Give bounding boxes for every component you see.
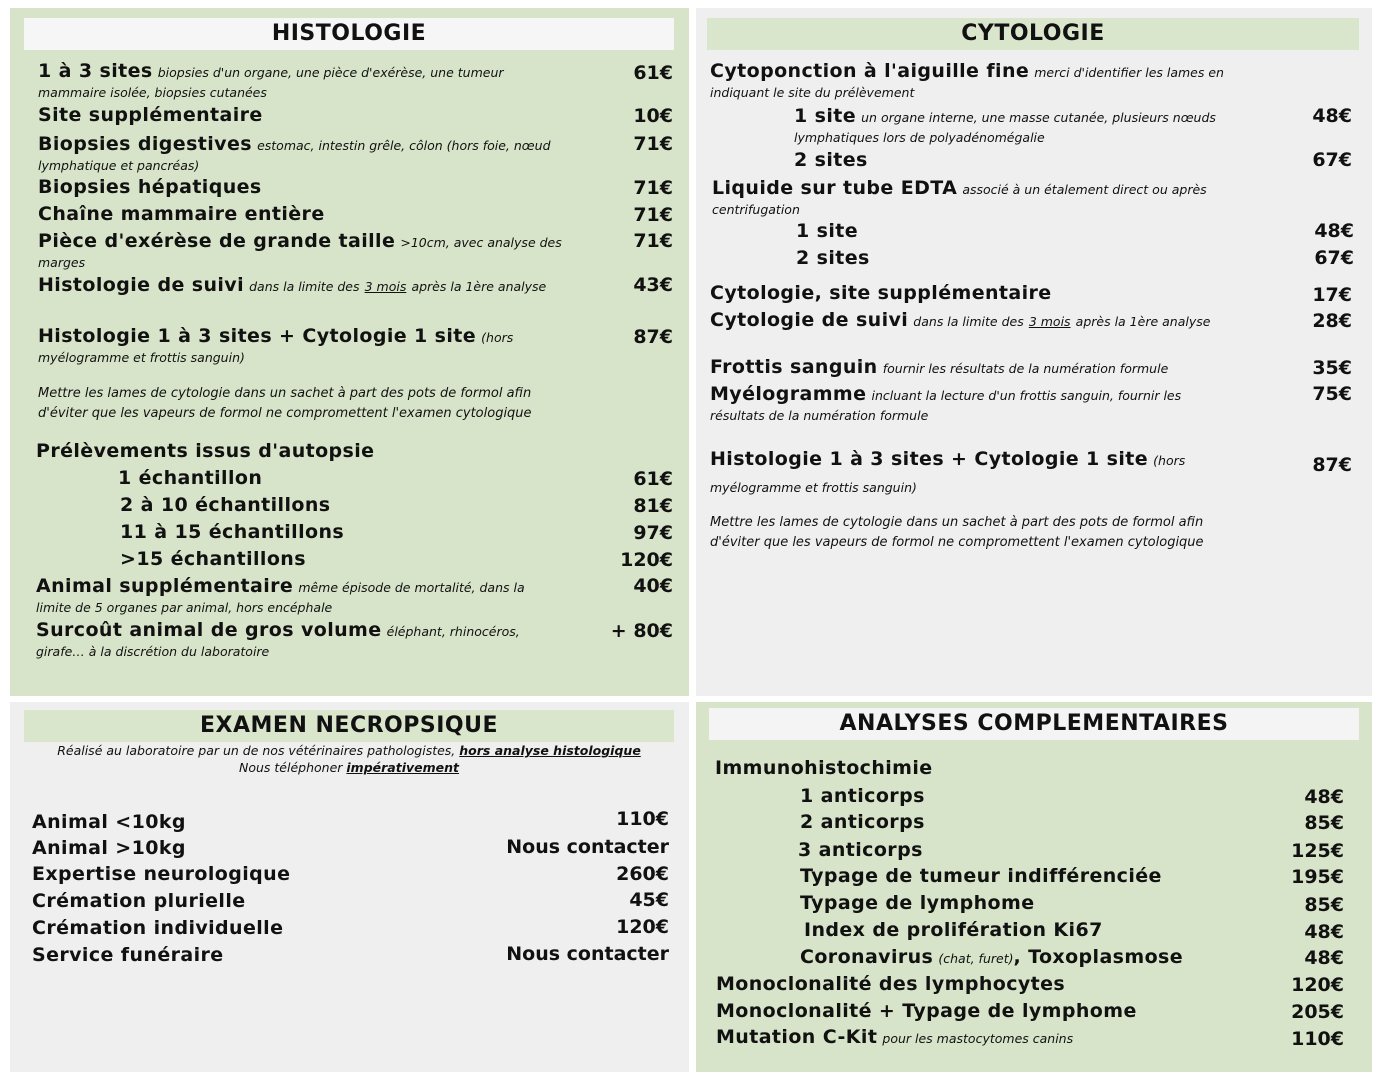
necropsie-title: EXAMEN NECROPSIQUE (24, 710, 674, 742)
anal-price-ki67: 48€ (1304, 921, 1344, 943)
cyto-row-site-sup: Cytologie, site supplémentaire (710, 282, 1052, 304)
histo-row-site-sup: Site supplémentaire (38, 104, 263, 126)
cyto-row-frottis: Frottis sanguin fournir les résultats de la numération formule (710, 356, 1169, 378)
histo-price-chaine-mammaire: 71€ (633, 204, 673, 226)
histo-row-gros-volume: Surcoût animal de gros volume éléphant, rhinocéros, girafe… à la discrétion du laboratoire (36, 619, 520, 659)
histo-row-autopsie-2: 2 à 10 échantillons (120, 494, 331, 516)
anal-row-monoclonalite-typage: Monoclonalité + Typage de lymphome (716, 1000, 1137, 1022)
histologie-panel (10, 8, 689, 696)
histo-row-autopsie-1: 1 échantillon (118, 467, 263, 489)
histo-price-biopsies-digestives: 71€ (633, 133, 673, 155)
analyses-panel (696, 702, 1372, 1072)
anal-row-monoclonalite: Monoclonalité des lymphocytes (716, 973, 1066, 995)
cyto-row-liquide-edta: Liquide sur tube EDTA associé à un étalement direct ou après centrifugation (712, 177, 1207, 217)
histo-row-1-3-sites: 1 à 3 sites biopsies d'un organe, une pièce d'exérèse, une tumeur mammaire isolée, biopsies cutanées (38, 60, 504, 100)
necro-price-animal-lt10: 110€ (616, 808, 669, 830)
histo-row-autopsie-3: 11 à 15 échantillons (120, 521, 345, 543)
histo-price-histo-cyto-combo: 87€ (633, 326, 673, 348)
necro-price-cremation-individuelle: 120€ (616, 916, 669, 938)
cyto-row-cytoponction: Cytoponction à l'aiguille fine merci d'identifier les lames en indiquant le site du prélèvement (710, 60, 1224, 100)
cyto-row-cytologie-suivi: Cytologie de suivi dans la limite des 3 mois après la 1ère analyse (710, 309, 1211, 331)
cytologie-panel (696, 8, 1372, 696)
cyto-row-edta-1site: 1 site (796, 220, 859, 242)
histo-row-animal-sup: Animal supplémentaire même épisode de mortalité, dans la limite de 5 organes par animal, hors encéphale (36, 575, 525, 615)
histo-price-autopsie-3: 97€ (633, 522, 673, 544)
anal-price-typage-lymphome: 85€ (1304, 894, 1344, 916)
necro-price-cremation-plurielle: 45€ (629, 889, 669, 911)
cyto-row-myelogramme: Myélogramme incluant la lecture d'un frottis sanguin, fournir les résultats de la numération formule (710, 383, 1182, 423)
anal-row-ki67: Index de prolifération Ki67 (804, 919, 1103, 941)
histo-row-piece-exerese: Pièce d'exérèse de grande taille >10cm, avec analyse des marges (38, 230, 562, 270)
cyto-price-site-sup: 17€ (1312, 284, 1352, 306)
anal-price-2-anticorps: 85€ (1304, 812, 1344, 834)
cyto-price-edta-2sites: 67€ (1314, 247, 1354, 269)
anal-row-coronavirus: Coronavirus (chat, furet), Toxoplasmose (800, 946, 1184, 968)
cyto-price-histo-cyto-combo: 87€ (1312, 454, 1352, 476)
necro-row-expertise-neuro: Expertise neurologique (32, 863, 291, 885)
anal-price-ckit: 110€ (1291, 1028, 1344, 1050)
cyto-row-histo-cyto-combo: Histologie 1 à 3 sites + Cytologie 1 site (hors myélogramme et frottis sanguin) (710, 448, 1186, 495)
histo-price-autopsie-4: 120€ (620, 549, 673, 571)
cyto-price-cytoponction-2sites: 67€ (1312, 149, 1352, 171)
analyses-title: ANALYSES COMPLEMENTAIRES (709, 708, 1359, 740)
necro-row-cremation-plurielle: Crémation plurielle (32, 890, 246, 912)
anal-row-1-anticorps: 1 anticorps (800, 785, 925, 807)
histo-price-histologie-suivi: 43€ (633, 274, 673, 296)
necro-price-service-funeraire: Nous contacter (506, 943, 669, 965)
histo-row-autopsie: Prélèvements issus d'autopsie (36, 440, 375, 462)
anal-price-1-anticorps: 48€ (1304, 786, 1344, 808)
necro-price-expertise-neuro: 260€ (616, 863, 669, 885)
histo-price-autopsie-2: 81€ (633, 495, 673, 517)
histo-price-site-sup: 10€ (633, 105, 673, 127)
histo-price-piece-exerese: 71€ (633, 230, 673, 252)
necro-row-service-funeraire: Service funéraire (32, 944, 224, 966)
histo-price-gros-volume: + 80€ (610, 620, 673, 642)
cytologie-title: CYTOLOGIE (707, 18, 1359, 50)
necropsie-panel (10, 702, 689, 1072)
cyto-price-cytologie-suivi: 28€ (1312, 310, 1352, 332)
necro-row-animal-gt10: Animal >10kg (32, 837, 186, 859)
anal-row-immuno: Immunohistochimie (715, 757, 933, 779)
necro-row-cremation-individuelle: Crémation individuelle (32, 917, 284, 939)
histo-row-histologie-suivi: Histologie de suivi dans la limite des 3 mois après la 1ère analyse (38, 274, 547, 296)
cyto-row-edta-2sites: 2 sites (796, 247, 870, 269)
histo-row-autopsie-4: >15 échantillons (120, 548, 306, 570)
cyto-info-note: Mettre les lames de cytologie dans un sachet à part des pots de formol afin d'éviter que les vapeurs de formol ne compromettent l'examen cytologique (710, 515, 1204, 550)
anal-price-typage-tumeur: 195€ (1291, 866, 1344, 888)
necro-price-animal-gt10: Nous contacter (506, 836, 669, 858)
histo-row-histo-cyto-combo: Histologie 1 à 3 sites + Cytologie 1 site (hors myélogramme et frottis sanguin) (38, 325, 514, 365)
anal-row-typage-lymphome: Typage de lymphome (800, 892, 1035, 914)
anal-price-3-anticorps: 125€ (1291, 840, 1344, 862)
anal-row-3-anticorps: 3 anticorps (798, 839, 923, 861)
cyto-price-myelogramme: 75€ (1312, 383, 1352, 405)
histo-price-1-3-sites: 61€ (633, 62, 673, 84)
anal-price-monoclonalite-typage: 205€ (1291, 1001, 1344, 1023)
cyto-price-frottis: 35€ (1312, 357, 1352, 379)
histo-price-animal-sup: 40€ (633, 575, 673, 597)
histo-row-biopsies-hepatiques: Biopsies hépatiques (38, 176, 262, 198)
necropsie-subtitle: Réalisé au laboratoire par un de nos vétérinaires pathologistes, hors analyse histologique Nous téléphoner impérativement (57, 743, 641, 775)
anal-row-2-anticorps: 2 anticorps (800, 811, 925, 833)
anal-price-monoclonalite: 120€ (1291, 974, 1344, 996)
histo-row-biopsies-digestives: Biopsies digestives estomac, intestin grêle, côlon (hors foie, nœud lymphatique et pancréas) (38, 133, 551, 173)
histo-price-biopsies-hepatiques: 71€ (633, 177, 673, 199)
histo-row-chaine-mammaire: Chaîne mammaire entière (38, 203, 325, 225)
cyto-price-edta-1site: 48€ (1314, 220, 1354, 242)
histo-info-note: Mettre les lames de cytologie dans un sachet à part des pots de formol afin d'éviter que les vapeurs de formol ne compromettent l'examen cytologique (38, 386, 532, 421)
cyto-row-cytoponction-2sites: 2 sites (794, 149, 868, 171)
anal-row-ckit: Mutation C-Kit pour les mastocytomes canins (716, 1026, 1074, 1048)
cyto-row-cytoponction-1site: 1 site un organe interne, une masse cutanée, plusieurs nœuds lymphatiques lors de polyadénomégalie (794, 105, 1216, 145)
necro-row-animal-lt10: Animal <10kg (32, 811, 186, 833)
anal-price-coronavirus: 48€ (1304, 947, 1344, 969)
histologie-title: HISTOLOGIE (24, 18, 674, 50)
anal-row-typage-tumeur: Typage de tumeur indifférenciée (800, 865, 1162, 887)
histo-price-autopsie-1: 61€ (633, 468, 673, 490)
cyto-price-cytoponction-1site: 48€ (1312, 105, 1352, 127)
